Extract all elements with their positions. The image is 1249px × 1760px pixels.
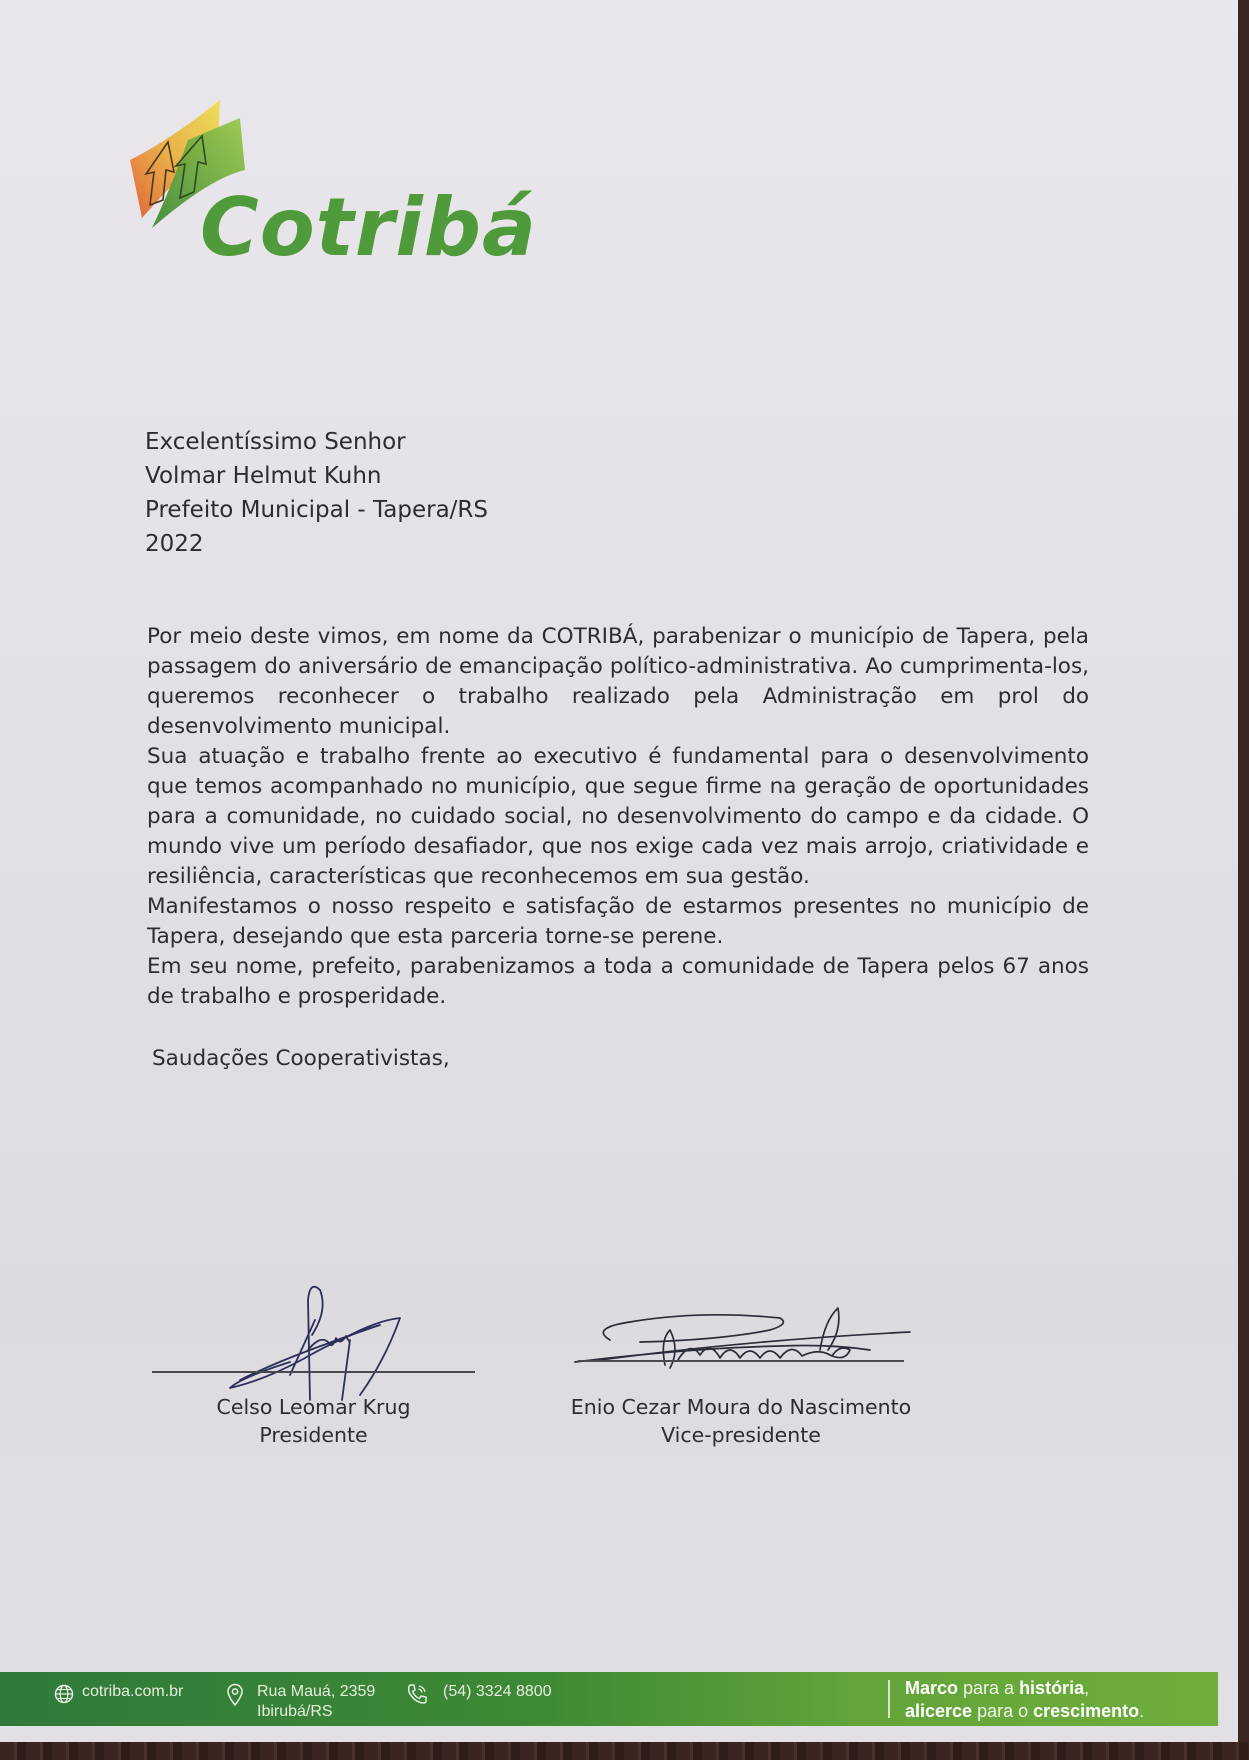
letter-body [147, 622, 1089, 1012]
recipient-name: Volmar Helmut Kuhn [145, 463, 382, 489]
footer-website-link[interactable]: cotriba.com.br [82, 1683, 184, 1700]
letterhead-footer [0, 1672, 1218, 1726]
body-paragraph: Manifestamos o nosso respeito e satisfação de estarmos presentes no município de Tapera, desejando que esta parceria torne-se perene. [147, 894, 1089, 949]
body-paragraph: Sua atuação e trabalho frente ao executivo é fundamental para o desenvolvimento que temos acompanhado no município, que segue firme na geração de oportunidades para a comunidade, no cuidado social, no desenvolvimento do campo e da cidade. O mundo vive um período desafiador, que nos exige cada vez mais arrojo, criatividade e resiliência, características que reconhecemos em sua gestão. [147, 744, 1089, 889]
body-paragraph: Por meio deste vimos, em nome da COTRIBÁ, parabenizar o município de Tapera, pela passagem do aniversário de emancipação político-administrativa. Ao cumprimenta-los, queremos reconhecer o trabalho realizado pela Administração em prol do desenvolvimento municipal. [147, 624, 1089, 739]
signature-block-president [152, 1371, 475, 1449]
body-paragraph: Em seu nome, prefeito, parabenizamos a toda a comunidade de Tapera pelos 67 anos de trabalho e prosperidade. [147, 954, 1089, 1009]
signature-line [152, 1371, 475, 1373]
slogan-word: alicerce [905, 1701, 973, 1721]
slogan-word: . [1139, 1701, 1145, 1721]
signer-name: Celso Leomar Krug [216, 1395, 411, 1419]
globe-icon [54, 1684, 74, 1709]
slogan-word: história [1019, 1678, 1085, 1698]
footer-divider [888, 1680, 890, 1718]
address-line-1: Rua Mauá, 2359 [257, 1683, 376, 1700]
footer-phone: (54) 3324 8800 [443, 1683, 552, 1700]
closing-line: Saudações Cooperativistas, [152, 1046, 450, 1071]
location-pin-icon [226, 1683, 244, 1712]
signer-role: Presidente [259, 1423, 368, 1447]
footer-address [257, 1682, 375, 1722]
slogan-word: crescimento [1033, 1701, 1140, 1721]
signature-line [578, 1360, 904, 1362]
footer-slogan [905, 1677, 1144, 1723]
slogan-word: Marco [905, 1678, 959, 1698]
recipient-block [145, 425, 488, 561]
signer-role: Vice-presidente [661, 1423, 821, 1447]
table-surface-bottom [0, 1742, 1249, 1760]
signature-block-vice-president [570, 1360, 912, 1449]
slogan-word: para a [958, 1678, 1020, 1698]
letter-year: 2022 [145, 531, 204, 557]
recipient-salutation: Excelentíssimo Senhor [145, 429, 406, 455]
logo-wordmark: Cotribá [200, 181, 538, 274]
phone-icon [405, 1682, 429, 1711]
recipient-title: Prefeito Municipal - Tapera/RS [145, 497, 489, 523]
slogan-word: , [1084, 1678, 1090, 1698]
cotriba-logo [130, 100, 550, 290]
slogan-word: para o [972, 1701, 1034, 1721]
signer-name: Enio Cezar Moura do Nascimento [570, 1395, 912, 1419]
table-surface-right [1238, 0, 1249, 1760]
address-line-2: Ibirubá/RS [257, 1703, 333, 1720]
